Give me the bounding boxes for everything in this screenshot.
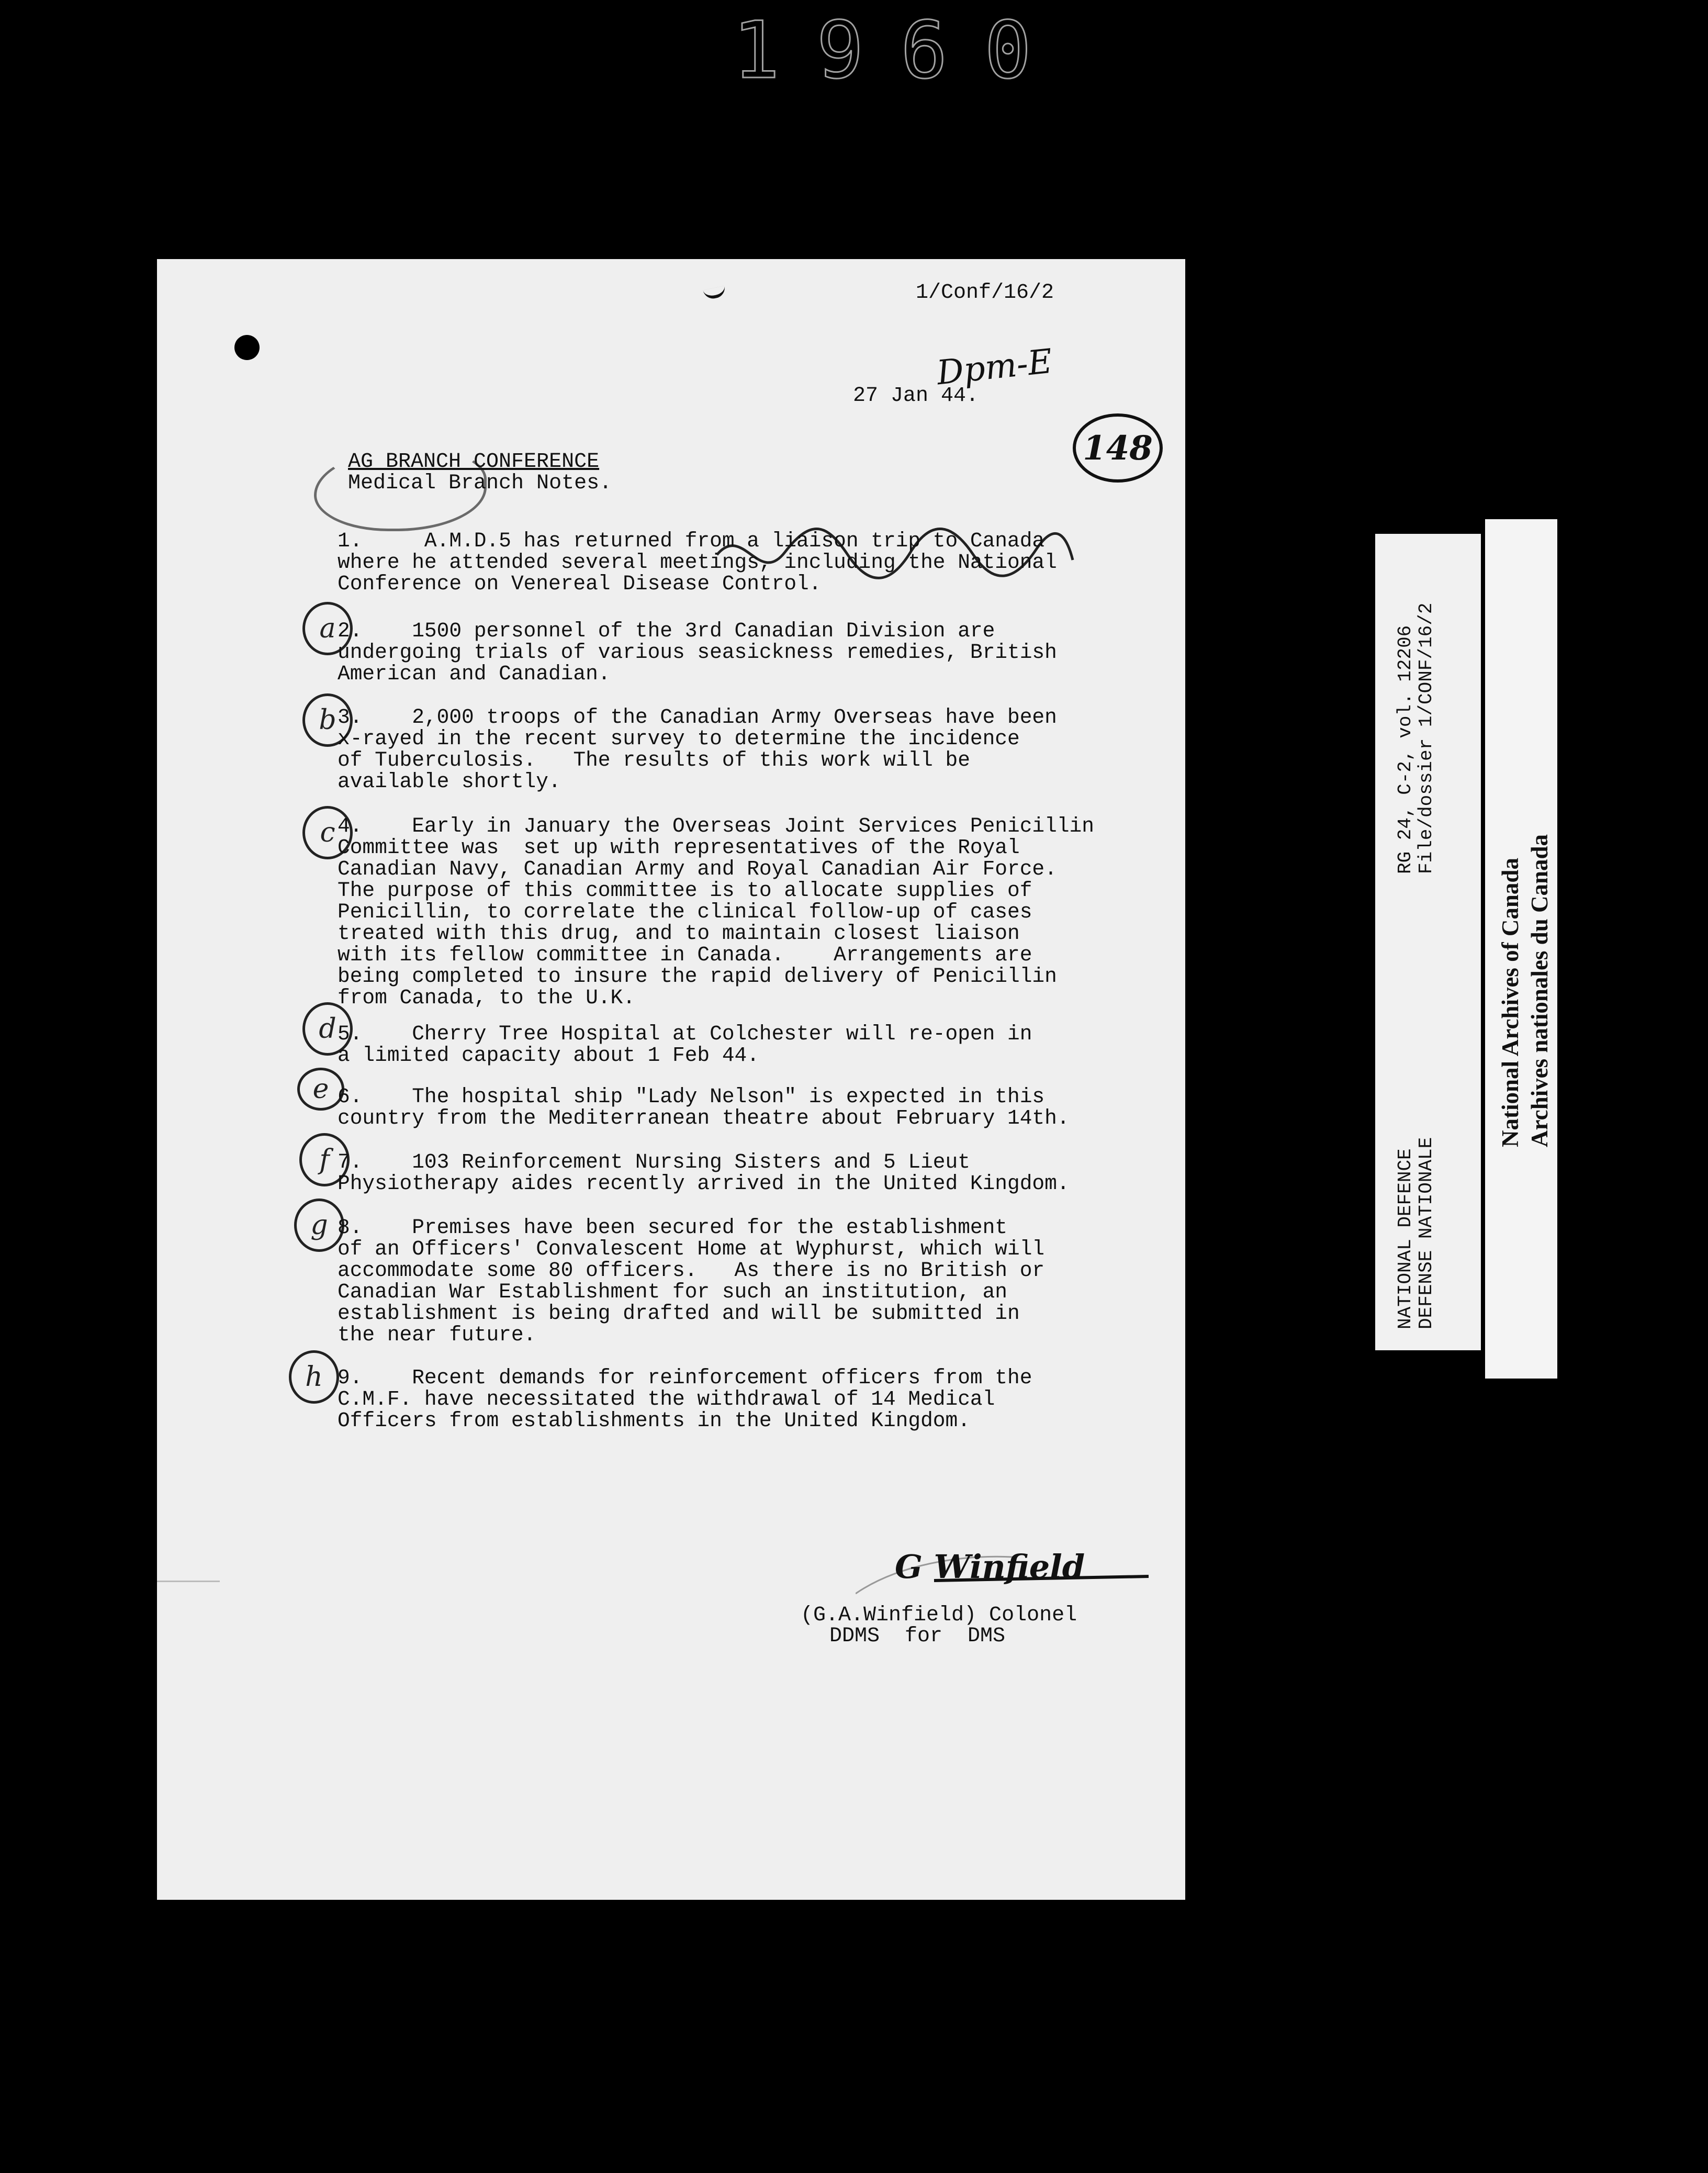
pencil-annotation-circle: g (294, 1198, 344, 1252)
paragraph-line: treated with this drug, and to maintain closest liaison (338, 922, 1020, 945)
paragraph-line: Conference on Venereal Disease Control. (338, 572, 822, 596)
paragraph-line: 4. Early in January the Overseas Joint Services Penicillin (338, 814, 1094, 838)
paragraph-line: 9. Recent demands for reinforcement officers from the (338, 1366, 1032, 1390)
pencil-annotation-circle: h (289, 1350, 339, 1404)
paragraph-line: 3. 2,000 troops of the Canadian Army Overseas have been (338, 705, 1057, 729)
paragraph-7 (338, 1151, 1070, 1194)
paragraph-8 (338, 1217, 1044, 1346)
paragraph-line: country from the Mediterranean theatre about February 14th. (338, 1106, 1070, 1130)
document-heading: AG BRANCH CONFERENCE (348, 450, 600, 474)
paragraph-line: 1. A.M.D.5 has returned from a liaison trip to Canada (338, 529, 1045, 553)
paragraph-line: 6. The hospital ship "Lady Nelson" is expected in this (338, 1085, 1045, 1108)
paragraph-line: 8. Premises have been secured for the establishment (338, 1216, 1008, 1239)
paragraph-line: available shortly. (338, 770, 561, 793)
archive-reference-label (1375, 534, 1481, 1350)
archive-institution-label (1485, 519, 1557, 1379)
paragraph-6 (338, 1086, 1070, 1129)
paragraph-line: establishment is being drafted and will be submitted in (338, 1302, 1020, 1325)
paragraph-5 (338, 1023, 1032, 1066)
archive-reference-text: RG 24, C-2, vol. 12206 File/dossier 1/CONF/16/2 (1395, 602, 1437, 874)
punch-hole (234, 335, 260, 360)
paragraph-line: Canadian Navy, Canadian Army and Royal Canadian Air Force. (338, 857, 1057, 881)
paragraph-line: C.M.F. have necessitated the withdrawal of 14 Medical (338, 1387, 995, 1411)
pencil-annotation-circle: f (299, 1133, 350, 1186)
paragraph-line: x-rayed in the recent survey to determine the incidence (338, 727, 1020, 751)
paragraph-line: Officers from establishments in the United Kingdom. (338, 1409, 970, 1432)
paragraph-9 (338, 1367, 1032, 1431)
paragraph-4 (338, 815, 1094, 1009)
paragraph-line: Committee was set up with representatives of the Royal (338, 836, 1020, 859)
paragraph-line: The purpose of this committee is to allocate supplies of (338, 879, 1032, 902)
paragraph-1 (338, 530, 1057, 595)
signatory-name: (G.A.Winfield) Colonel (801, 1604, 1077, 1627)
pencil-annotation-circle: e (297, 1068, 344, 1111)
paragraph-2 (338, 620, 1057, 685)
paragraph-line: from Canada, to the U.K. (338, 986, 635, 1010)
paragraph-line: Penicillin, to correlate the clinical follow-up of cases (338, 900, 1032, 924)
archive-institution-text: National Archives of Canada Archives nationales du Canada (1497, 834, 1553, 1147)
paragraph-line: 7. 103 Reinforcement Nursing Sisters and 5 Lieut (338, 1150, 970, 1174)
document-date: 27 Jan 44. (853, 384, 979, 408)
paragraph-line: Canadian War Establishment for such an institution, an (338, 1280, 1008, 1304)
paragraph-line: 2. 1500 personnel of the 3rd Canadian Division are (338, 619, 995, 643)
paragraph-line: accommodate some 80 officers. As there is no British or (338, 1259, 1045, 1282)
document-subheading: Medical Branch Notes. (348, 472, 612, 495)
pencil-annotation-circle: d (302, 1002, 353, 1056)
paragraph-3 (338, 707, 1057, 792)
handwritten-signature: G Winfield (895, 1548, 1085, 1586)
pencil-annotation-circle: c (302, 806, 353, 859)
pencil-annotation-circle: a (302, 602, 353, 655)
signatory-role: DDMS for DMS (829, 1625, 1006, 1648)
paragraph-line: where he attended several meetings, including the National (338, 551, 1057, 574)
paragraph-line: American and Canadian. (338, 662, 611, 686)
file-reference: 1/Conf/16/2 (916, 281, 1054, 305)
paragraph-line: Physiotherapy aides recently arrived in the United Kingdom. (338, 1172, 1070, 1195)
paragraph-line: of an Officers' Convalescent Home at Wyphurst, which will (338, 1237, 1045, 1261)
document-page (157, 259, 1185, 1900)
paragraph-line: the near future. (338, 1323, 536, 1347)
paragraph-line: 5. Cherry Tree Hospital at Colchester will re-open in (338, 1022, 1032, 1046)
pencil-tick-mark (703, 286, 726, 300)
paragraph-line: undergoing trials of various seasickness remedies, British (338, 641, 1057, 664)
faint-margin-mark (157, 1570, 220, 1582)
department-text: NATIONAL DEFENCE DEFENSE NATIONALE (1395, 1137, 1437, 1329)
paragraph-line: with its fellow committee in Canada. Arrangements are (338, 943, 1032, 967)
paragraph-line: a limited capacity about 1 Feb 44. (338, 1044, 759, 1067)
frame-number: 1960 (733, 5, 1069, 96)
handwritten-date-annotation: Dpm-E (935, 342, 1054, 393)
pencil-annotation-circle: b (302, 693, 353, 747)
paragraph-line: being completed to insure the rapid delivery of Penicillin (338, 965, 1057, 988)
paragraph-line: of Tuberculosis. The results of this work will be (338, 748, 970, 772)
circled-folio-number: 148 (1073, 413, 1163, 483)
